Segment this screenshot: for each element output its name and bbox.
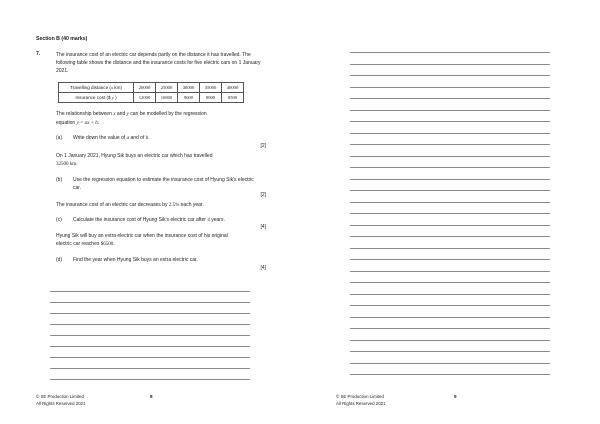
answer-line[interactable]: [350, 202, 550, 203]
copyright-text: © SE Production Limited: [36, 394, 84, 399]
part-d-marks: [4]: [260, 265, 266, 271]
question-number: 7.: [36, 51, 41, 57]
info-extra-car: Hyung Sik will buy an extra electric car when the insurance cost of his original electric car reaches $6500.: [56, 233, 228, 247]
part-b-text: Use the regression equation to estimate the insurance cost of Hyung Sik's electric car.: [73, 177, 254, 191]
answer-line[interactable]: [50, 291, 250, 292]
row-header-distance: Travelling distance (x km): [59, 83, 134, 93]
answer-line[interactable]: [350, 305, 550, 306]
answer-line[interactable]: [350, 374, 550, 375]
answer-line[interactable]: [350, 317, 550, 318]
answer-line[interactable]: [350, 294, 550, 295]
page-number: 8: [150, 394, 153, 399]
answer-line[interactable]: [350, 87, 550, 88]
relationship-text: The relationship between x and y can be modelled by the regression equation y = ax + b.: [56, 111, 207, 126]
answer-line[interactable]: [50, 379, 250, 380]
part-d-label: (d): [56, 257, 63, 263]
answer-line[interactable]: [350, 110, 550, 111]
rights-text: All Rights Reserved 2021: [36, 400, 86, 406]
answer-line[interactable]: [350, 156, 550, 157]
part-a-text: Write down the value of a and of b.: [73, 135, 150, 141]
answer-line[interactable]: [350, 328, 550, 329]
answer-line[interactable]: [50, 335, 250, 336]
answer-line[interactable]: [350, 282, 550, 283]
answer-line[interactable]: [350, 225, 550, 226]
answer-line[interactable]: [350, 179, 550, 180]
answer-line[interactable]: [50, 302, 250, 303]
answer-line[interactable]: [350, 52, 550, 53]
table-cell: 30000: [178, 83, 200, 93]
answer-line[interactable]: [350, 144, 550, 145]
info-purchase: On 1 January 2021, Hyung Sik buys an electric car which has travelled 32500 km.: [56, 153, 213, 167]
answer-line[interactable]: [350, 271, 550, 272]
answer-line[interactable]: [350, 351, 550, 352]
part-c-marks: [4]: [260, 224, 266, 230]
right-page: [300, 0, 600, 424]
answer-line[interactable]: [350, 121, 550, 122]
answer-line[interactable]: [50, 346, 250, 347]
distance-cost-table: [58, 82, 244, 103]
part-c-text: Calculate the insurance cost of Hyung Sik's electric car after 4 years.: [73, 217, 225, 223]
answer-line[interactable]: [350, 213, 550, 214]
footer-right: [336, 394, 386, 407]
table-cell: 9000: [200, 93, 222, 103]
table-cell: 12000: [134, 93, 156, 103]
table-cell: 20000: [134, 83, 156, 93]
info-decrease: The insurance cost of an electric car decreases by 2.5% each year.: [56, 202, 204, 208]
part-a-marks: [2]: [260, 143, 266, 149]
copyright-text: © SE Production Limited: [336, 394, 384, 399]
answer-line[interactable]: [350, 363, 550, 364]
answer-line[interactable]: [350, 190, 550, 191]
page-number: 9: [454, 394, 457, 399]
table-row: [59, 93, 244, 103]
table-cell: 35000: [200, 83, 222, 93]
question-intro: The insurance cost of an electric car depends partly on the distance it has travelled. The following table shows the distance and the insurance costs for five electric cars on 1 January 2021.: [56, 52, 261, 74]
answer-line[interactable]: [350, 98, 550, 99]
part-d-text: Find the year when Hyung Sik buys an extra electric car.: [73, 257, 198, 263]
answer-line[interactable]: [350, 236, 550, 237]
table-cell: 9600: [178, 93, 200, 103]
answer-line[interactable]: [50, 357, 250, 358]
answer-line[interactable]: [350, 259, 550, 260]
answer-line[interactable]: [350, 167, 550, 168]
section-title: Section B (40 marks): [36, 36, 88, 42]
answer-line[interactable]: [350, 133, 550, 134]
row-header-cost: Insurance cost ($ y ): [59, 93, 134, 103]
answer-line[interactable]: [50, 368, 250, 369]
answer-line[interactable]: [50, 313, 250, 314]
answer-line[interactable]: [350, 75, 550, 76]
table-cell: 8500: [222, 93, 244, 103]
table-cell: 40000: [222, 83, 244, 93]
rights-text: All Rights Reserved 2021: [336, 400, 386, 406]
part-b-label: (b): [56, 177, 63, 183]
answer-line[interactable]: [350, 64, 550, 65]
footer-left: [36, 394, 86, 407]
answer-line[interactable]: [350, 340, 550, 341]
part-b-marks: [2]: [260, 192, 266, 198]
table-row: [59, 83, 244, 93]
table-cell: 25000: [156, 83, 178, 93]
answer-line[interactable]: [350, 248, 550, 249]
table-cell: 10800: [156, 93, 178, 103]
part-c-label: (c): [56, 217, 62, 223]
part-a-label: (a): [56, 135, 63, 141]
answer-line[interactable]: [50, 324, 250, 325]
